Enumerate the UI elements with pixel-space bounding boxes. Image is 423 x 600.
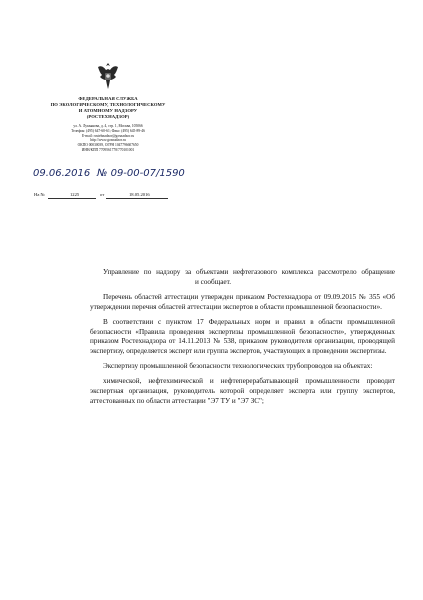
agency-name bbox=[18, 96, 198, 120]
reference-number-rule bbox=[48, 198, 96, 199]
letter-body bbox=[90, 268, 395, 412]
handwritten-date: 09.06.2016 bbox=[33, 168, 91, 179]
agency-contacts bbox=[18, 124, 198, 153]
paragraph: химической, нефтехимической и нефтеперерабатывающей промышленности проводит экспертная организация, руководитель которой определяет эксперта или группу экспертов, аттестованных по области аттестации "Э7 ТУ и "Э7 ЗС"; bbox=[90, 377, 395, 405]
coat-of-arms-icon bbox=[94, 60, 122, 92]
agency-line: (РОСТЕХНАДЗОР) bbox=[86, 114, 130, 119]
agency-line: И АТОМНОМУ НАДЗОРУ bbox=[78, 108, 138, 113]
handwritten-number: № 09-00-07/1590 bbox=[97, 168, 185, 179]
handwritten-registration bbox=[33, 168, 203, 188]
reference-date-rule bbox=[106, 198, 168, 199]
agency-line: ФЕДЕРАЛЬНАЯ СЛУЖБА bbox=[78, 96, 138, 101]
reference-number: 1225 bbox=[70, 192, 80, 197]
paragraph: Экспертизу промышленной безопасности технологических трубопроводов на объектах: bbox=[103, 362, 373, 371]
letterhead bbox=[18, 60, 198, 153]
agency-line: ПО ЭКОЛОГИЧЕСКОМУ, ТЕХНОЛОГИЧЕСКОМУ bbox=[50, 102, 166, 107]
paragraph: Перечень областей аттестации утвержден приказом Ростехнадзора от 09.09.2015 № 355 «Об утверждении перечня областей аттестации экспертов в области промышленной безопасности». bbox=[90, 292, 395, 311]
contact-line: http://www.gosnadzor.ru bbox=[90, 138, 126, 143]
reference-na-label: На № bbox=[34, 192, 45, 197]
contact-line: Телефон: (495) 647-60-61; Факс: (495) 645-89-46 bbox=[71, 128, 145, 133]
reference-ot-label: от bbox=[100, 192, 105, 197]
contact-line: ул. А. Лукьянова, д. 4, стр. 1, Москва, 105066 bbox=[73, 124, 143, 128]
reference-line bbox=[34, 192, 204, 200]
paragraph-text: Управление по надзору за объектами нефтегазового комплекса рассмотрело обращение bbox=[103, 268, 395, 276]
paragraph bbox=[90, 268, 395, 288]
contact-line: E-mail: rostehnadzor@gosnadzor.ru bbox=[81, 133, 134, 138]
paragraph: В соответствии с пунктом 17 Федеральных норм и правил в области промышленной безопасности «Правила проведения экспертизы промышленной безопасности», утвержденных приказом Ростехнадзора от 14.11.2013 № 538, приказом руководителя организации, проводящей экспертизу, определяется эксперт или группа экспертов, участвующих в проведении экспертизы. bbox=[90, 317, 395, 356]
reference-date: 18.05.2016 bbox=[129, 192, 150, 197]
contact-line: ИНН/КПП 7709561778/770101001 bbox=[81, 147, 135, 152]
paragraph-text: и сообщает. bbox=[195, 277, 231, 286]
contact-line: ОКПО 00030039, ОГРН 1047796607650 bbox=[77, 143, 139, 148]
